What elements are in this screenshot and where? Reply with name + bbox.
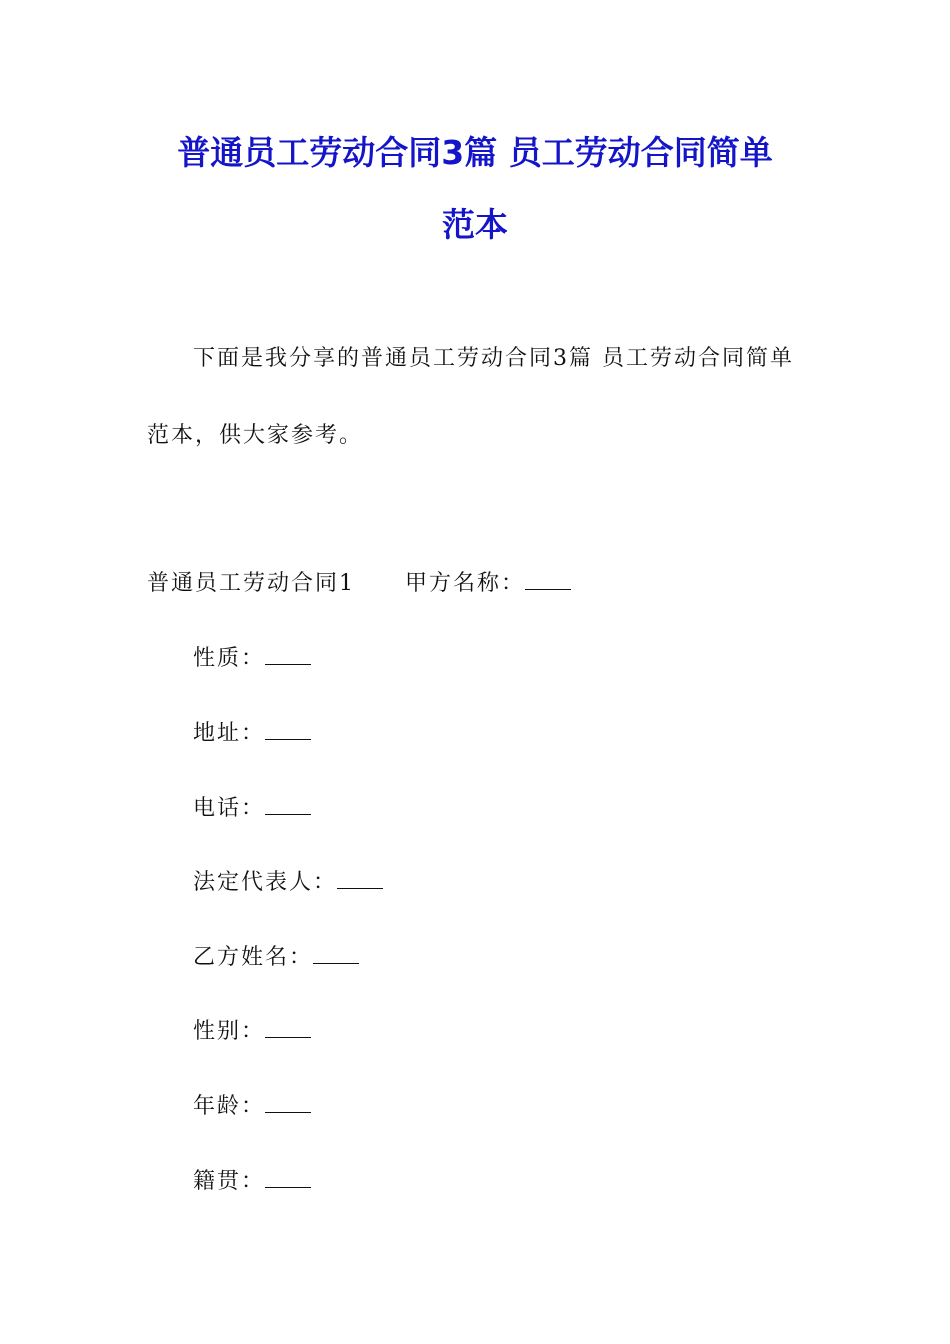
- field-phone: [193, 798, 311, 820]
- field-nature: [193, 648, 311, 670]
- field-blank: [265, 723, 311, 740]
- field-party-b-name: [193, 947, 359, 969]
- field-label: 电话：: [193, 796, 266, 821]
- field-blank: [337, 872, 383, 889]
- field-blank: [313, 947, 359, 964]
- field-label: 地址：: [193, 721, 266, 746]
- field-native-place: [193, 1171, 311, 1193]
- field-blank: [265, 798, 311, 815]
- field-gender: [193, 1021, 311, 1043]
- party-a-name-blank: [525, 573, 571, 590]
- field-label: 法定代表人：: [193, 870, 338, 895]
- field-label: 性质：: [193, 646, 266, 671]
- field-label: 性别：: [193, 1019, 266, 1044]
- document-title-line-2: 范本: [442, 205, 508, 244]
- contract-1-heading: 普通员工劳动合同1: [147, 571, 355, 596]
- document-title-line-1: 普通员工劳动合同3篇 员工劳动合同简单: [177, 133, 773, 172]
- field-blank: [265, 1021, 311, 1038]
- party-a-name-label: 甲方名称：: [405, 571, 526, 596]
- field-label: 年龄：: [193, 1094, 266, 1119]
- field-label: 籍贯：: [193, 1169, 266, 1194]
- field-legal-representative: [193, 872, 383, 894]
- field-age: [193, 1096, 311, 1118]
- field-label: 乙方姓名：: [193, 945, 314, 970]
- intro-paragraph-line-1: 下面是我分享的普通员工劳动合同3篇 员工劳动合同简单: [193, 346, 794, 371]
- field-blank: [265, 1096, 311, 1113]
- field-address: [193, 723, 311, 745]
- field-blank: [265, 1171, 311, 1188]
- contract-1-header: [147, 573, 571, 595]
- field-blank: [265, 648, 311, 665]
- intro-paragraph-line-2: 范本，供大家参考。: [147, 423, 364, 448]
